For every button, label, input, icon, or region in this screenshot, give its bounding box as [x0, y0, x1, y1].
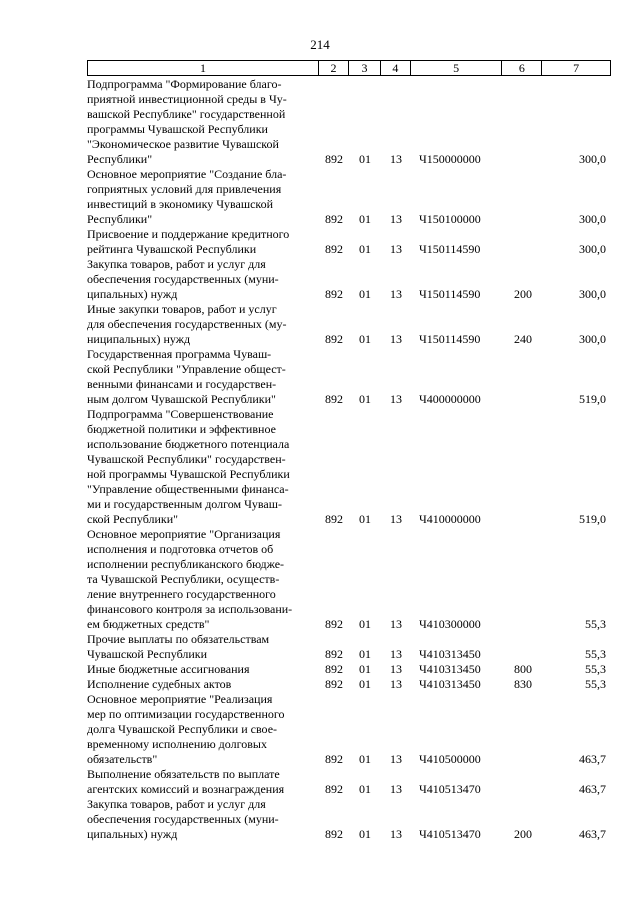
- header-col-4: 4: [381, 61, 411, 75]
- row-target-code: Ч410313450: [419, 647, 481, 661]
- table-row: [87, 692, 611, 767]
- row-section-code: 01: [359, 392, 371, 406]
- row-subsection-code: 13: [390, 782, 402, 796]
- row-section-code: 01: [359, 752, 371, 766]
- row-target-code: Ч410513470: [419, 782, 481, 796]
- row-ministry-code: 892: [325, 662, 343, 676]
- row-description: Прочие выплаты по обязательствам Чувашской Республики: [87, 632, 270, 661]
- table-row: [87, 767, 611, 797]
- row-description: Подпрограмма "Совершенствование бюджетной политики и эффективное использование бюджетного потенциала Чувашской Республики" государствен- ной программы Чувашской Республики "Управление общественными финанса- ми и государственным долгом Чуваш- ской Республики": [87, 407, 290, 526]
- table-row: [87, 632, 611, 662]
- row-amount: 55,3: [585, 617, 606, 631]
- table-row: [87, 677, 611, 692]
- table-row: [87, 302, 611, 347]
- row-subsection-code: 13: [390, 827, 402, 841]
- table-row: [87, 347, 611, 407]
- row-target-code: Ч410000000: [419, 512, 481, 526]
- row-description: Основное мероприятие "Организация исполнения и подготовка отчетов об исполнении республиканского бюдже- та Чувашской Республики, осуществ- ление внутреннего государственного финансового контроля за использовани- ем бюджетных средств": [87, 527, 293, 631]
- row-amount: 463,7: [579, 752, 606, 766]
- row-ministry-code: 892: [325, 287, 343, 301]
- row-subsection-code: 13: [390, 152, 402, 166]
- row-ministry-code: 892: [325, 752, 343, 766]
- row-description: Выполнение обязательств по выплате агентских комиссий и вознаграждения: [87, 767, 285, 796]
- row-subsection-code: 13: [390, 617, 402, 631]
- row-ministry-code: 892: [325, 332, 343, 346]
- row-subsection-code: 13: [390, 512, 402, 526]
- row-subsection-code: 13: [390, 242, 402, 256]
- row-description: Государственная программа Чуваш- ской Республики "Управление общест- венными финансами и государствен- ным долгом Чувашской Республики": [87, 347, 286, 406]
- page-number: 214: [310, 37, 330, 52]
- row-section-code: 01: [359, 647, 371, 661]
- row-subsection-code: 13: [390, 212, 402, 226]
- row-amount: 300,0: [579, 332, 606, 346]
- row-expense-type: 200: [514, 827, 532, 841]
- table-row: [87, 167, 611, 227]
- table-row: [87, 662, 611, 677]
- row-target-code: Ч400000000: [419, 392, 481, 406]
- row-amount: 463,7: [579, 827, 606, 841]
- row-target-code: Ч410300000: [419, 617, 481, 631]
- row-amount: 300,0: [579, 212, 606, 226]
- row-description: Иные бюджетные ассигнования: [87, 662, 250, 676]
- table-row: [87, 407, 611, 527]
- row-subsection-code: 13: [390, 662, 402, 676]
- row-subsection-code: 13: [390, 647, 402, 661]
- row-expense-type: 830: [514, 677, 532, 691]
- table-row: [87, 77, 611, 167]
- row-section-code: 01: [359, 677, 371, 691]
- row-subsection-code: 13: [390, 677, 402, 691]
- row-amount: 300,0: [579, 287, 606, 301]
- row-target-code: Ч410513470: [419, 827, 481, 841]
- row-section-code: 01: [359, 287, 371, 301]
- row-amount: 300,0: [579, 152, 606, 166]
- row-amount: 519,0: [579, 512, 606, 526]
- row-expense-type: 800: [514, 662, 532, 676]
- budget-table-body: [87, 77, 611, 842]
- row-expense-type: 200: [514, 287, 532, 301]
- row-ministry-code: 892: [325, 647, 343, 661]
- row-section-code: 01: [359, 617, 371, 631]
- row-ministry-code: 892: [325, 782, 343, 796]
- row-ministry-code: 892: [325, 212, 343, 226]
- row-section-code: 01: [359, 152, 371, 166]
- row-amount: 463,7: [579, 782, 606, 796]
- row-expense-type: 240: [514, 332, 532, 346]
- row-subsection-code: 13: [390, 332, 402, 346]
- row-section-code: 01: [359, 512, 371, 526]
- row-description: Основное мероприятие "Создание бла- гоприятных условий для привлечения инвестиций в экономику Чувашской Республики": [87, 167, 287, 226]
- row-ministry-code: 892: [325, 677, 343, 691]
- row-description: Основное мероприятие "Реализация мер по оптимизации государственного долга Чувашской Республики и свое- временному исполнению долговых обязательств": [87, 692, 285, 766]
- header-col-5: 5: [411, 61, 503, 75]
- row-amount: 519,0: [579, 392, 606, 406]
- row-target-code: Ч410313450: [419, 662, 481, 676]
- row-subsection-code: 13: [390, 752, 402, 766]
- row-amount: 300,0: [579, 242, 606, 256]
- table-row: [87, 527, 611, 632]
- row-description: Подпрограмма "Формирование благо- приятной инвестиционной среды в Чу- вашской Республике" государственной программы Чувашской Республики "Экономическое развитие Чувашской Республики": [87, 77, 287, 166]
- row-amount: 55,3: [585, 662, 606, 676]
- row-target-code: Ч410500000: [419, 752, 481, 766]
- row-section-code: 01: [359, 827, 371, 841]
- row-ministry-code: 892: [325, 827, 343, 841]
- row-description: Присвоение и поддержание кредитного рейтинга Чувашской Республики: [87, 227, 290, 256]
- row-ministry-code: 892: [325, 392, 343, 406]
- row-description: Исполнение судебных актов: [87, 677, 232, 691]
- row-amount: 55,3: [585, 647, 606, 661]
- table-header: [87, 60, 611, 76]
- row-target-code: Ч150114590: [419, 332, 481, 346]
- row-target-code: Ч410313450: [419, 677, 481, 691]
- header-col-7: 7: [573, 61, 580, 75]
- row-amount: 55,3: [585, 677, 606, 691]
- table-row: [87, 797, 611, 842]
- header-col-1: 1: [88, 61, 319, 75]
- row-ministry-code: 892: [325, 512, 343, 526]
- row-ministry-code: 892: [325, 152, 343, 166]
- table-row: [87, 257, 611, 302]
- row-subsection-code: 13: [390, 287, 402, 301]
- row-description: Закупка товаров, работ и услуг для обеспечения государственных (муни- ципальных) нужд: [87, 257, 279, 301]
- row-section-code: 01: [359, 212, 371, 226]
- row-target-code: Ч150100000: [419, 212, 481, 226]
- row-target-code: Ч150114590: [419, 287, 481, 301]
- row-target-code: Ч150000000: [419, 152, 481, 166]
- row-description: Иные закупки товаров, работ и услуг для обеспечения государственных (му- ниципальных) нужд: [87, 302, 287, 346]
- row-description: Закупка товаров, работ и услуг для обеспечения государственных (муни- ципальных) нужд: [87, 797, 279, 841]
- table-row: [87, 227, 611, 257]
- row-section-code: 01: [359, 332, 371, 346]
- row-target-code: Ч150114590: [419, 242, 481, 256]
- header-col-3: 3: [349, 61, 381, 75]
- header-col-6: 6: [502, 61, 542, 75]
- row-section-code: 01: [359, 242, 371, 256]
- row-ministry-code: 892: [325, 617, 343, 631]
- row-section-code: 01: [359, 782, 371, 796]
- row-ministry-code: 892: [325, 242, 343, 256]
- header-col-2: 2: [319, 61, 349, 75]
- row-subsection-code: 13: [390, 392, 402, 406]
- row-section-code: 01: [359, 662, 371, 676]
